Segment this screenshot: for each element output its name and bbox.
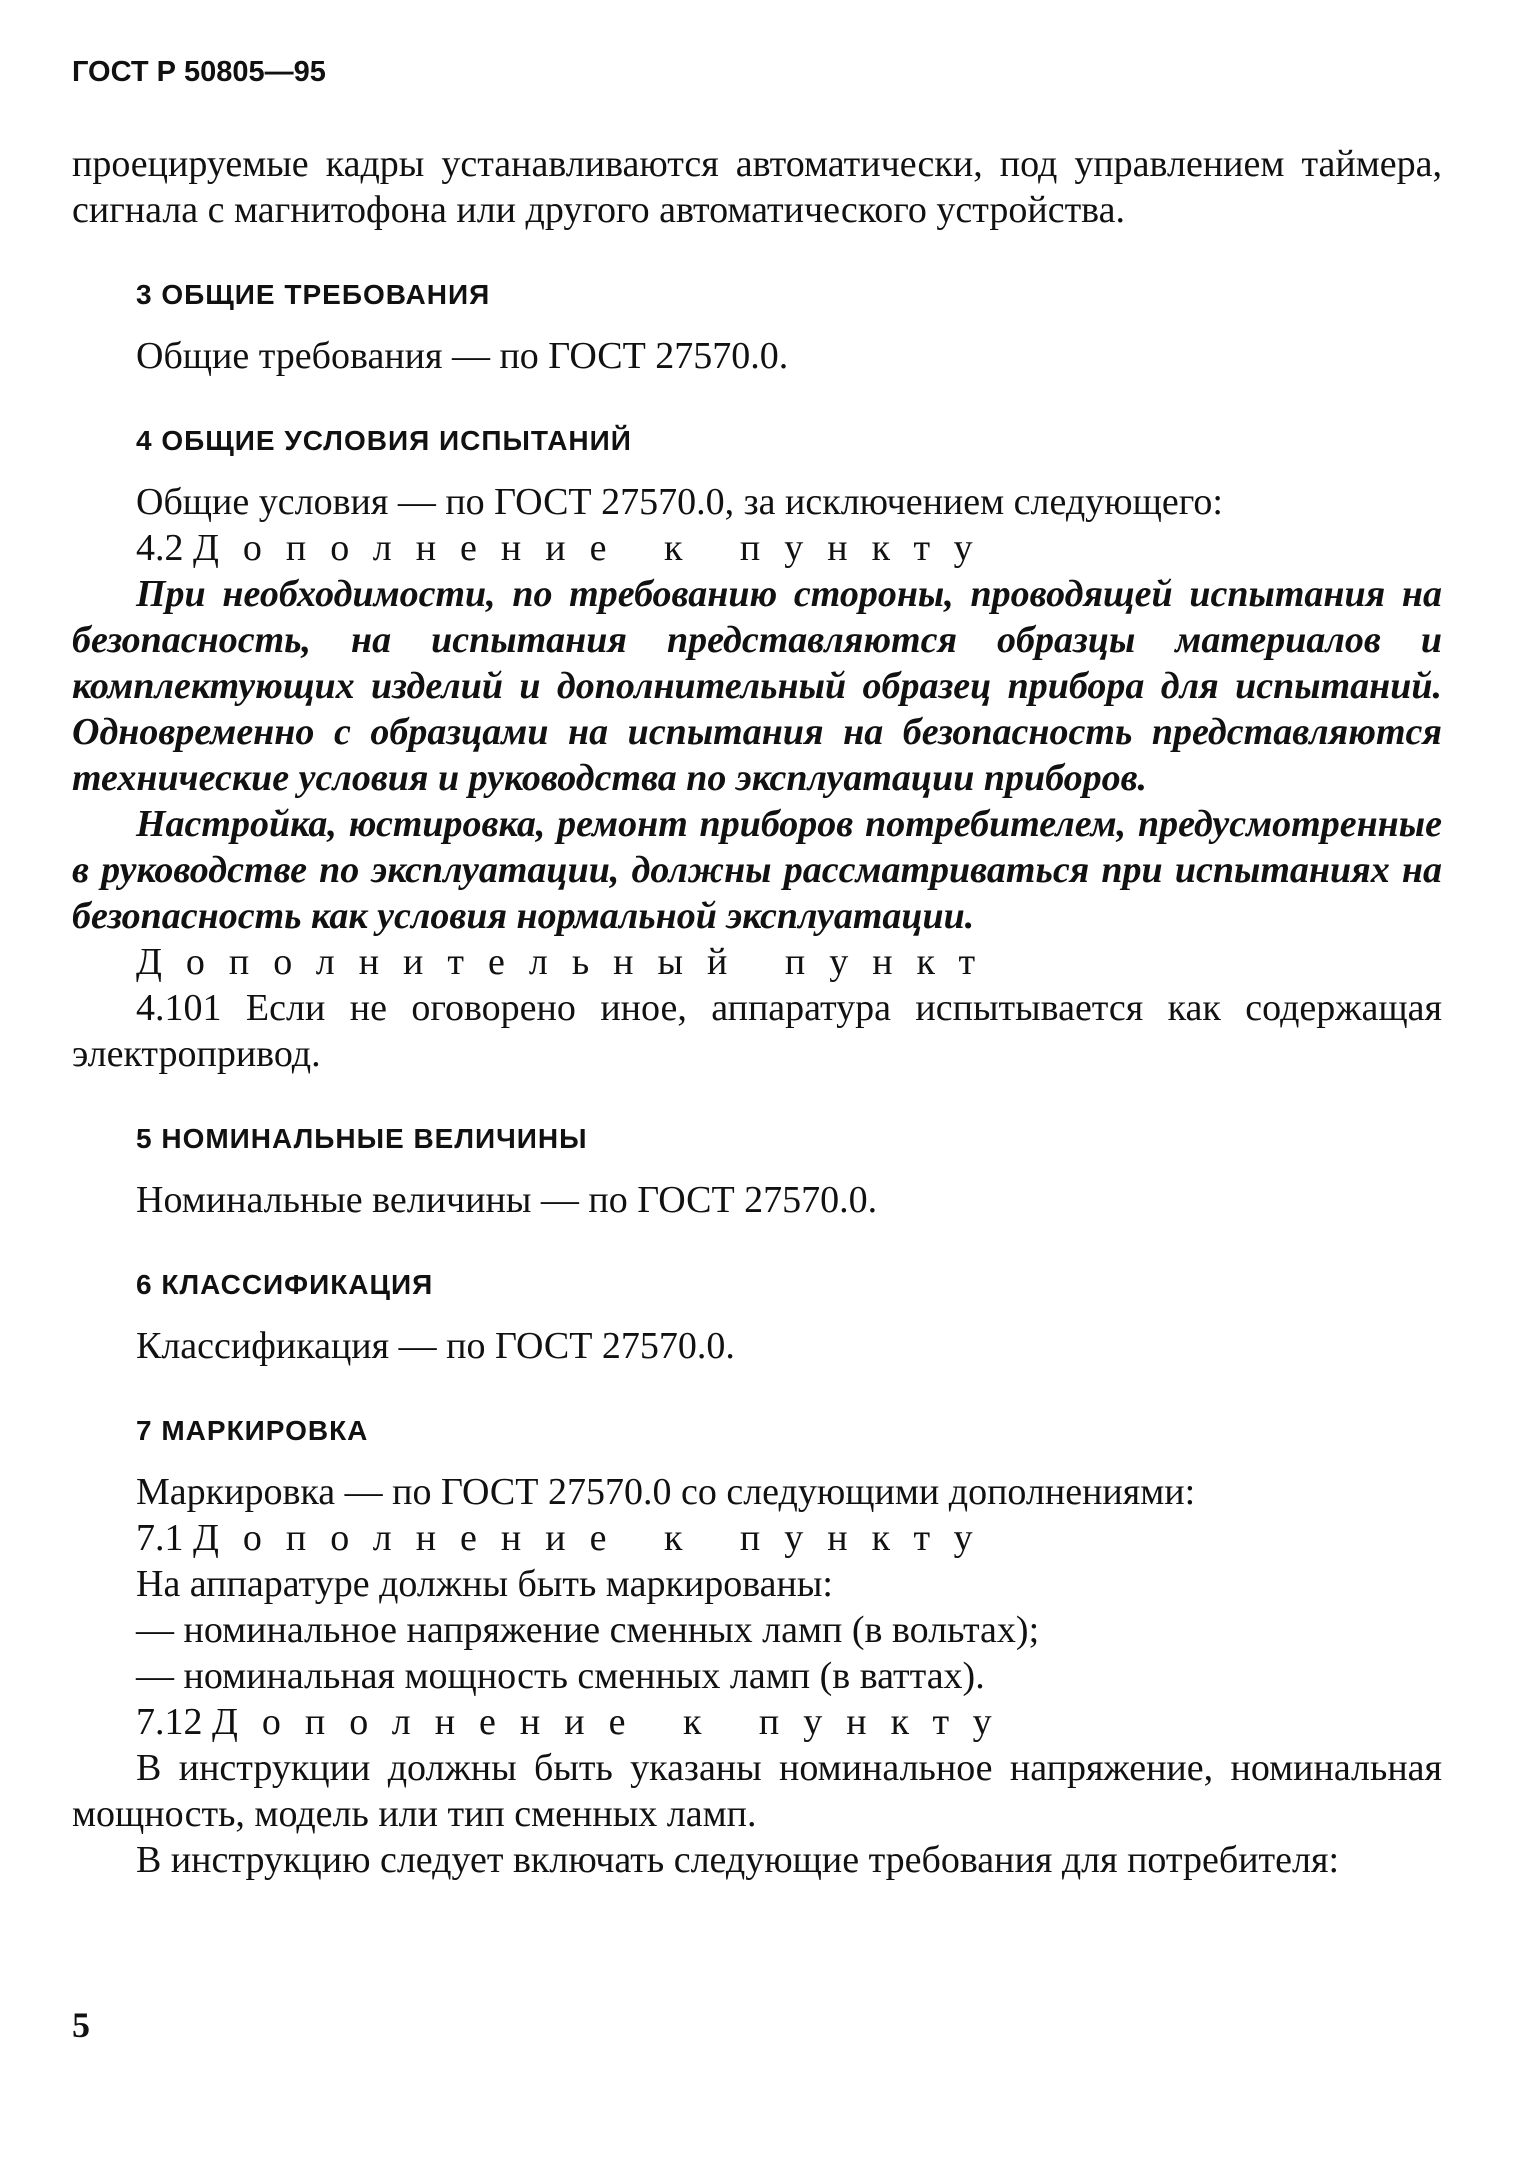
section-7-1-paragraph: На аппаратуре должны быть маркированы: — [136, 1563, 833, 1605]
section-7-heading: 7 МАРКИРОВКА — [136, 1415, 369, 1446]
section-7-1-number: 7.1 — [136, 1517, 184, 1559]
section-4-101-paragraph: 4.101 Если не оговорено иное, аппаратура испытывается как содержащая электропривод. — [72, 987, 1442, 1075]
section-4-2-line — [72, 525, 1442, 571]
section-4-2-label: Дополнение к пункту — [193, 527, 997, 569]
section-7-12-line — [72, 1699, 1442, 1745]
section-4-heading: 4 ОБЩИЕ УСЛОВИЯ ИСПЫТАНИЙ — [136, 425, 632, 456]
section-4-italic-paragraph-2: Настройка, юстировка, ремонт приборов потребителем, предусмотренные в руководстве по эксплуатации, должны рассматриваться при испытаниях на безопасность как условия нормальной эксплуатации. — [72, 803, 1442, 937]
section-7-12-paragraph-1: В инструкции должны быть указаны номинальное напряжение, номинальная мощность, модель или тип сменных ламп. — [72, 1747, 1442, 1835]
section-3-heading: 3 ОБЩИЕ ТРЕБОВАНИЯ — [136, 279, 491, 310]
section-7-12-number: 7.12 — [136, 1701, 203, 1743]
section-7-1-line — [72, 1515, 1442, 1561]
section-6-body: Классификация — по ГОСТ 27570.0. — [136, 1325, 735, 1367]
section-7-12-label: Дополнение к пункту — [212, 1701, 1016, 1743]
page-number: 5 — [72, 2005, 90, 2045]
section-7-12-paragraph-2: В инструкцию следует включать следующие требования для потребителя: — [136, 1839, 1340, 1881]
intro-paragraph: проецируемые кадры устанавливаются автоматически, под управлением таймера, сигнала с магнитофона или другого автоматического устройства. — [72, 143, 1442, 231]
section-7-1-label: Дополнение к пункту — [193, 1517, 997, 1559]
section-4-italic-paragraph-1: При необходимости, по требованию стороны, проводящей испытания на безопасность, на испытания представляются образцы материалов и комплектующих изделий и дополнительный образец прибора для испытаний. Одновременно с образцами на испытания на безопасность представляются технические условия и руководства по эксплуатации приборов. — [72, 573, 1442, 799]
section-6-heading: 6 КЛАССИФИКАЦИЯ — [136, 1269, 434, 1300]
additional-clause-label: Дополнительный пункт — [136, 941, 1000, 983]
section-7-1-item-power: — номинальная мощность сменных ламп (в ваттах). — [136, 1655, 985, 1697]
document-page — [72, 56, 1442, 1883]
section-4-2-number: 4.2 — [136, 527, 184, 569]
section-7-1-item-voltage: — номинальное напряжение сменных ламп (в вольтах); — [136, 1609, 1040, 1651]
document-header: ГОСТ Р 50805—95 — [72, 56, 326, 88]
section-7-body: Маркировка — по ГОСТ 27570.0 со следующими дополнениями: — [136, 1471, 1196, 1513]
section-5-body: Номинальные величины — по ГОСТ 27570.0. — [136, 1179, 878, 1221]
section-3-body: Общие требования — по ГОСТ 27570.0. — [136, 335, 789, 377]
section-4-body: Общие условия — по ГОСТ 27570.0, за исключением следующего: — [136, 481, 1223, 523]
section-5-heading: 5 НОМИНАЛЬНЫЕ ВЕЛИЧИНЫ — [136, 1123, 588, 1154]
